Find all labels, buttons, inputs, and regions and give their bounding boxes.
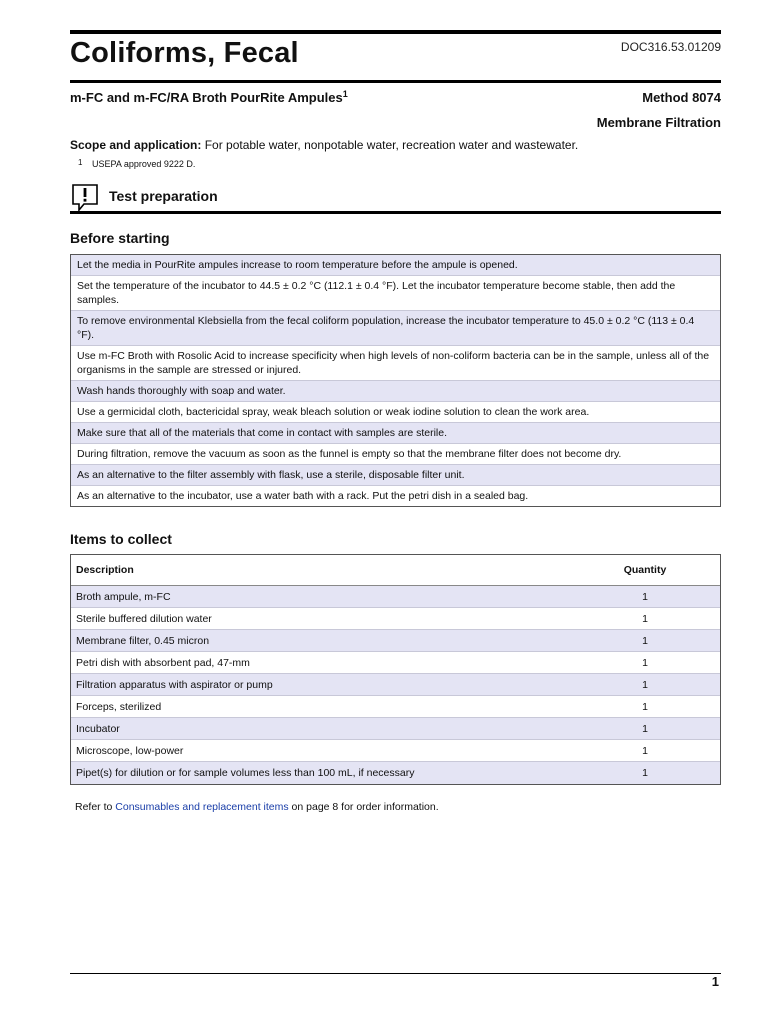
subtitle-footnote-mark: 1: [342, 89, 348, 99]
table-row: Make sure that all of the materials that come in contact with samples are sterile.: [71, 423, 720, 444]
footnote-mark: 1: [78, 158, 83, 167]
item-description: Incubator: [76, 722, 120, 735]
footer-rule: [70, 973, 721, 974]
page-number: 1: [711, 974, 719, 989]
table-row: Wash hands thoroughly with soap and water.: [71, 381, 720, 402]
table-row: [71, 608, 720, 630]
subtitle: [70, 89, 348, 105]
table-header: [71, 555, 720, 586]
table-row: Let the media in PourRite ampules increase to room temperature before the ampule is opened.: [71, 255, 720, 276]
refer-prefix: Refer to: [75, 801, 116, 813]
footnote-text: USEPA approved 9222 D.: [92, 159, 196, 169]
section-title-test-preparation: Test preparation: [109, 188, 218, 204]
table-row: Use a germicidal cloth, bactericidal spray, weak bleach solution or weak iodine solution to clean the work area.: [71, 402, 720, 423]
section-rule: [70, 211, 721, 214]
footnote: [78, 158, 195, 169]
item-quantity: 1: [642, 612, 648, 625]
scope-label: Scope and application:: [70, 138, 202, 152]
title-rule: [70, 80, 721, 83]
page-title: Coliforms, Fecal: [70, 37, 299, 69]
item-description: Petri dish with absorbent pad, 47-mm: [76, 656, 250, 669]
table-row: Use m-FC Broth with Rosolic Acid to increase specificity when high levels of non-coliform bacteria can be in the sample, unless all of the organisms in the sample are stressed or injured.: [71, 346, 720, 381]
table-row: During filtration, remove the vacuum as soon as the funnel is empty so that the membrane filter does not become dry.: [71, 444, 720, 465]
table-row: Set the temperature of the incubator to 44.5 ± 0.2 °C (112.1 ± 0.4 °F). Let the incubator temperature become stable, then add the samples.: [71, 276, 720, 311]
item-description: Forceps, sterilized: [76, 700, 162, 713]
heading-items-to-collect: Items to collect: [70, 531, 172, 547]
item-quantity: 1: [642, 700, 648, 713]
top-rule: [70, 30, 721, 34]
table-row: [71, 696, 720, 718]
before-starting-table: [70, 254, 721, 507]
table-row: [71, 586, 720, 608]
item-quantity: 1: [642, 590, 648, 603]
consumables-link[interactable]: Consumables and replacement items: [115, 801, 289, 813]
heading-before-starting: Before starting: [70, 230, 170, 246]
scope-text: For potable water, nonpotable water, recreation water and wastewater.: [201, 138, 579, 152]
item-description: Filtration apparatus with aspirator or pump: [76, 678, 273, 691]
item-description: Pipet(s) for dilution or for sample volumes less than 100 mL, if necessary: [76, 767, 415, 779]
item-quantity: 1: [642, 744, 648, 757]
item-quantity: 1: [642, 634, 648, 647]
table-row: [71, 718, 720, 740]
items-to-collect-table: [70, 554, 721, 785]
table-row: [71, 652, 720, 674]
item-description: Microscope, low-power: [76, 744, 184, 757]
item-quantity: 1: [642, 722, 648, 735]
subtitle-text: m-FC and m-FC/RA Broth PourRite Ampules: [70, 90, 343, 105]
item-quantity: 1: [642, 767, 648, 779]
method-number: Method 8074: [642, 90, 721, 105]
technique-name: Membrane Filtration: [596, 115, 721, 130]
table-row: As an alternative to the incubator, use a water bath with a rack. Put the petri dish in a sealed bag.: [77, 490, 529, 502]
item-description: Membrane filter, 0.45 micron: [76, 634, 210, 647]
table-row: As an alternative to the filter assembly with flask, use a sterile, disposable filter unit.: [71, 465, 720, 486]
refer-line: [75, 801, 439, 813]
table-row: [71, 740, 720, 762]
table-row: [71, 630, 720, 652]
doc-number: DOC316.53.01209: [620, 40, 721, 54]
scope-line: [70, 138, 578, 152]
refer-suffix: on page 8 for order information.: [288, 801, 439, 813]
column-header-quantity: Quantity: [623, 564, 667, 576]
table-row: [71, 762, 720, 784]
column-header-description: Description: [76, 564, 134, 576]
item-quantity: 1: [642, 678, 648, 691]
table-row: [71, 674, 720, 696]
caution-note-icon: [71, 183, 99, 213]
table-row: To remove environmental Klebsiella from the fecal coliform population, increase the incubator temperature to 45.0 ± 0.2 °C (113 ± 0.4 °F).: [71, 311, 720, 346]
item-description: Sterile buffered dilution water: [76, 612, 212, 625]
item-description: Broth ampule, m-FC: [76, 590, 171, 603]
item-quantity: 1: [642, 656, 648, 669]
